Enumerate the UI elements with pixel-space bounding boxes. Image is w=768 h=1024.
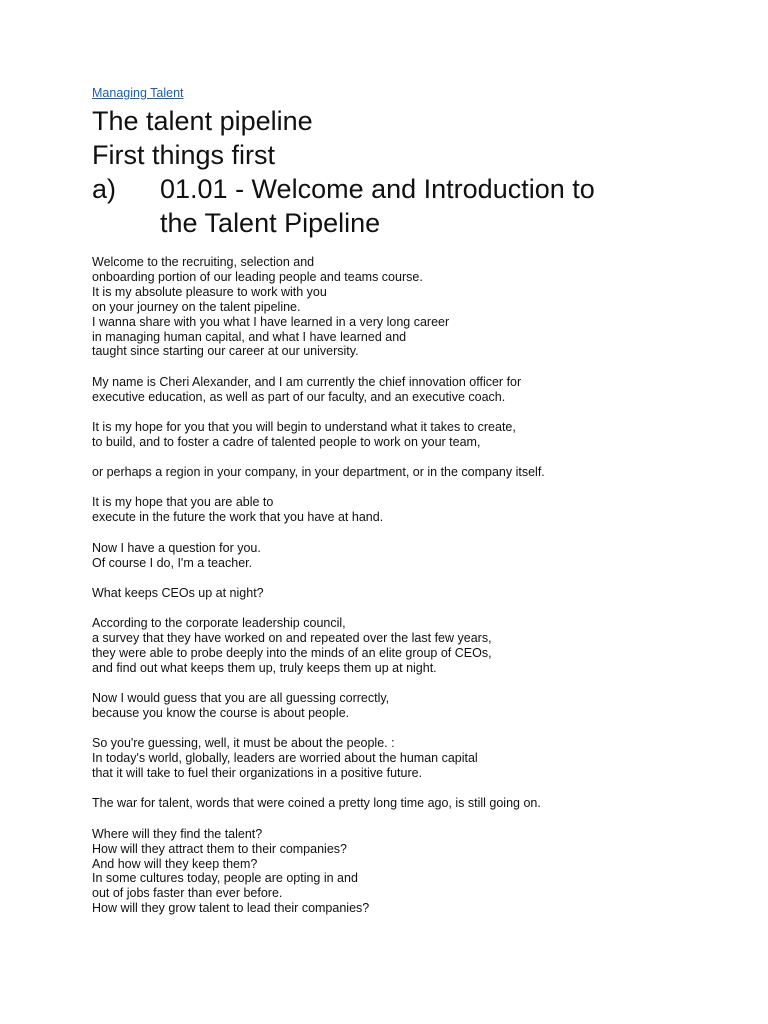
transcript-line: they were able to probe deeply into the minds of an elite group of CEOs, <box>92 645 492 660</box>
transcript-paragraph <box>92 796 732 811</box>
section-title-line: the Talent Pipeline <box>160 208 381 238</box>
transcript-line: My name is Cheri Alexander, and I am currently the chief innovation officer for <box>92 374 522 389</box>
transcript-paragraph <box>92 420 732 450</box>
transcript-line: According to the corporate leadership council, <box>92 616 346 631</box>
breadcrumb-link[interactable]: Managing Talent <box>92 86 184 100</box>
transcript-line: onboarding portion of our leading people and teams course. <box>92 269 423 284</box>
transcript-line: on your journey on the talent pipeline. <box>92 299 301 314</box>
page-subtitle: First things first <box>92 140 276 170</box>
transcript-line: Now I would guess that you are all guessing correctly, <box>92 691 390 706</box>
transcript-line: In some cultures today, people are opting in and <box>92 871 358 886</box>
transcript-line: Where will they find the talent? <box>92 826 263 841</box>
transcript-paragraph <box>92 616 732 676</box>
transcript-line: Of course I do, I'm a teacher. <box>92 555 253 570</box>
section-heading <box>92 172 732 240</box>
document-page <box>92 85 732 932</box>
transcript-line: How will they grow talent to lead their companies? <box>92 901 370 916</box>
transcript-line: Welcome to the recruiting, selection and <box>92 255 315 269</box>
transcript-body <box>92 255 732 916</box>
transcript-line: It is my absolute pleasure to work with you <box>92 284 327 299</box>
transcript-line: In today's world, globally, leaders are worried about the human capital <box>92 751 478 766</box>
transcript-line: because you know the course is about people. <box>92 706 350 721</box>
transcript-paragraph <box>92 827 732 916</box>
transcript-line: to build, and to foster a cadre of talented people to work on your team, <box>92 434 481 449</box>
transcript-line: or perhaps a region in your company, in your department, or in the company itself. <box>92 465 545 480</box>
section-marker: a) <box>92 174 117 204</box>
page-title: The talent pipeline <box>92 106 313 136</box>
transcript-line: that it will take to fuel their organizations in a positive future. <box>92 766 423 781</box>
transcript-line: taught since starting our career at our university. <box>92 344 359 359</box>
transcript-paragraph <box>92 495 732 525</box>
transcript-line: out of jobs faster than ever before. <box>92 886 283 901</box>
transcript-line: It is my hope that you are able to <box>92 495 274 510</box>
transcript-paragraph <box>92 586 732 601</box>
section-title-line: 01.01 - Welcome and Introduction to <box>160 174 595 204</box>
transcript-line: a survey that they have worked on and repeated over the last few years, <box>92 631 492 646</box>
transcript-line: I wanna share with you what I have learned in a very long career <box>92 314 450 329</box>
transcript-paragraph <box>92 375 732 405</box>
transcript-line: And how will they keep them? <box>92 856 258 871</box>
transcript-line: It is my hope for you that you will begin to understand what it takes to create, <box>92 419 516 434</box>
transcript-line: How will they attract them to their companies? <box>92 841 347 856</box>
transcript-line: in managing human capital, and what I have learned and <box>92 329 407 344</box>
transcript-paragraph <box>92 541 732 571</box>
transcript-line: Now I have a question for you. <box>92 540 261 555</box>
transcript-line: executive education, as well as part of our faculty, and an executive coach. <box>92 389 506 404</box>
transcript-paragraph <box>92 465 732 480</box>
transcript-line: What keeps CEOs up at night? <box>92 585 264 600</box>
transcript-line: and find out what keeps them up, truly keeps them up at night. <box>92 660 437 675</box>
transcript-line: The war for talent, words that were coined a pretty long time ago, is still going on. <box>92 796 541 811</box>
transcript-paragraph <box>92 736 732 781</box>
transcript-paragraph <box>92 691 732 721</box>
transcript-line: So you're guessing, well, it must be about the people. : <box>92 736 395 751</box>
transcript-line: execute in the future the work that you have at hand. <box>92 510 384 525</box>
transcript-paragraph <box>92 255 732 359</box>
section-title <box>160 172 732 240</box>
